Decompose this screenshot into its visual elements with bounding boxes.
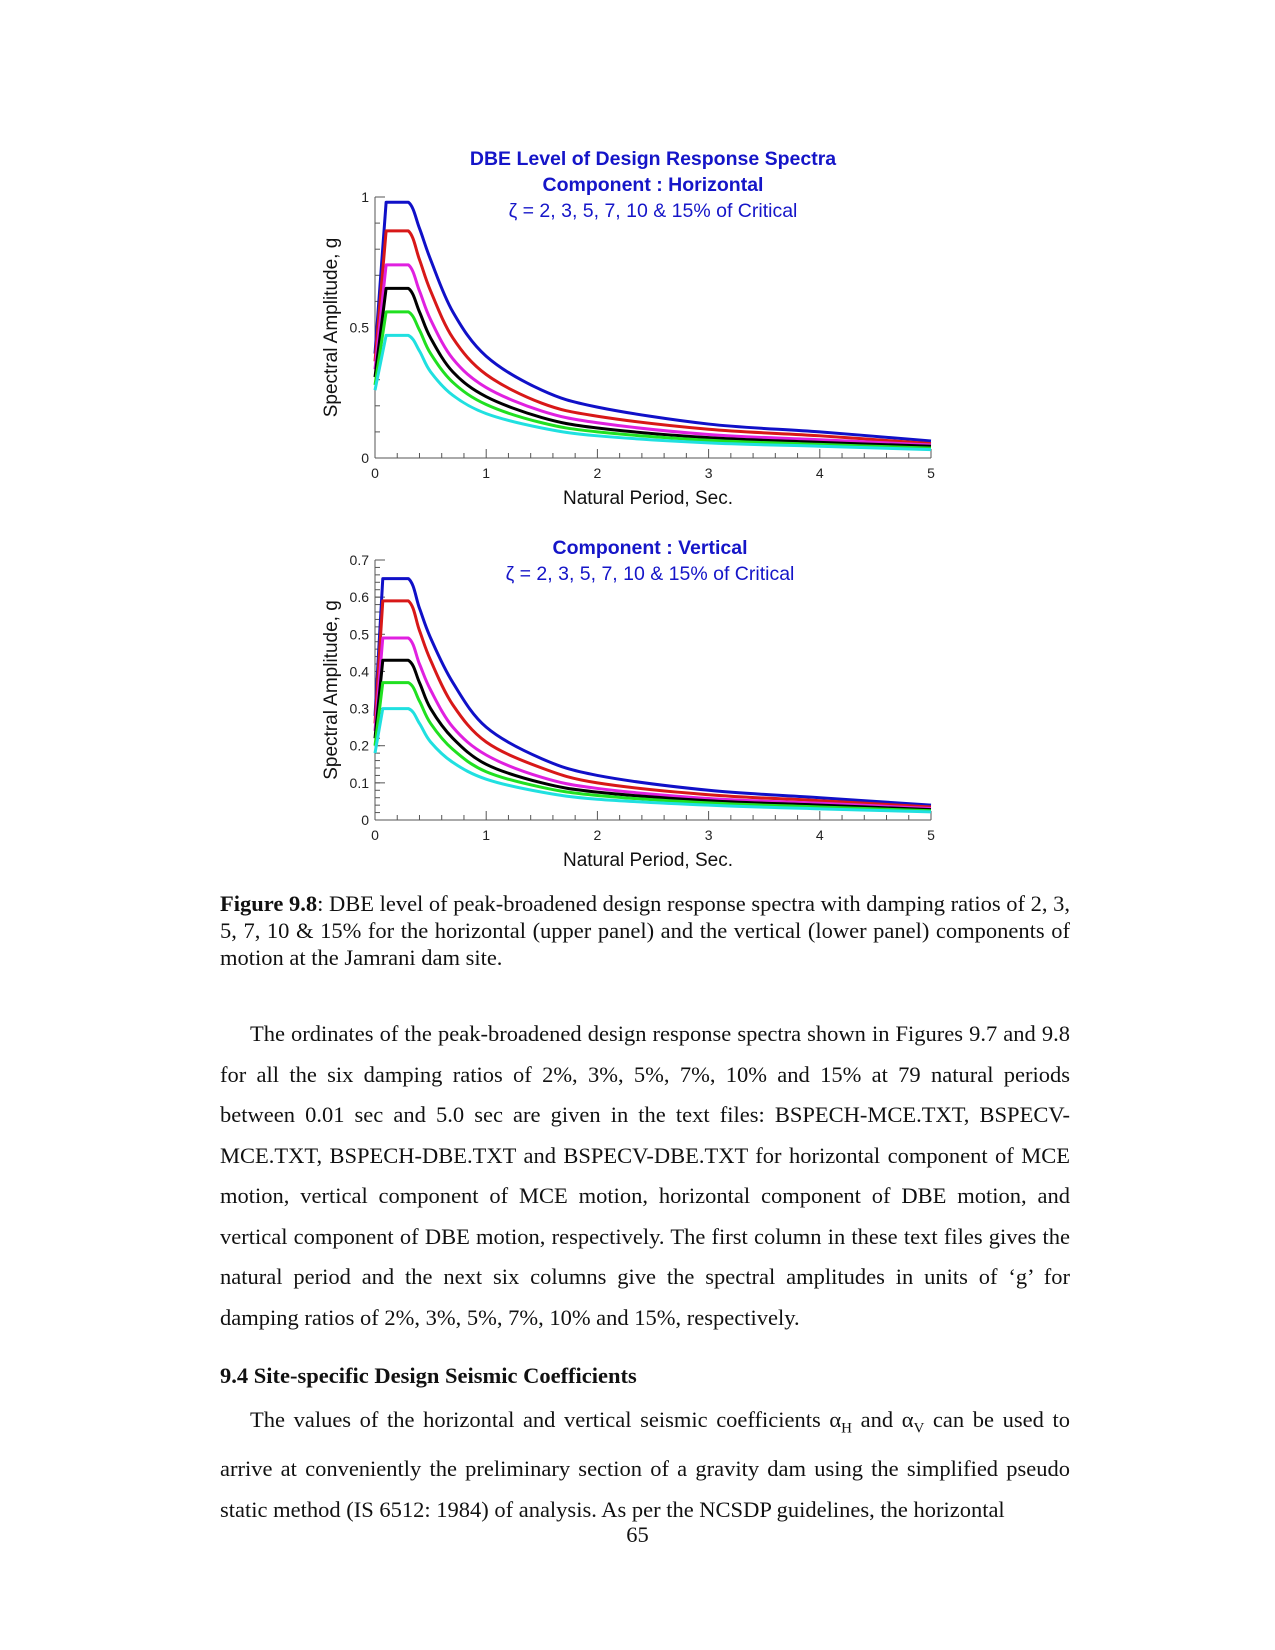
y-tick-label: 0.5: [349, 626, 369, 643]
spectrum-series-line: [375, 202, 931, 441]
y-tick-label: 0: [361, 450, 369, 466]
x-tick-label: 2: [593, 465, 602, 481]
y-tick-label: 0.4: [349, 663, 369, 680]
y-tick-label: 0.1: [349, 774, 369, 791]
chart-title-line: Component : Vertical: [552, 537, 748, 559]
spectrum-series-line: [375, 312, 931, 448]
x-tick-label: 3: [704, 827, 713, 843]
body-paragraph-seismic: The values of the horizontal and vertical seismic coefficients $\alpha_H$ and $\alpha_V$ can be used to arrive at conveniently the preliminary section of a gravity dam using the simplified pseudo static method (IS 6512: 1984) of analysis. As per the NCSDP guidelines, the horizontal: [220, 1407, 1070, 1522]
chart-title-line: ζ = 2, 3, 5, 7, 10 & 15% of Critical: [505, 563, 795, 585]
figure-caption: [220, 890, 1070, 971]
y-tick-label: 0: [361, 812, 369, 828]
y-tick-label: 1: [361, 189, 369, 205]
spectrum-series-line: [375, 601, 931, 807]
vertical-spectra-chart: [0, 510, 1275, 890]
figure-caption-text: : DBE level of peak-broadened design response spectra with damping ratios of 2, 3, 5, 7, 10 & 15% for the horizontal (upper panel) and the vertical (lower panel) components of motion at the Jamrani dam site.: [220, 891, 1070, 970]
x-tick-label: 1: [482, 465, 491, 481]
x-tick-label: 5: [927, 465, 935, 481]
x-tick-label: 1: [482, 827, 491, 843]
x-tick-label: 2: [593, 827, 602, 843]
y-tick-label: 0.3: [349, 700, 369, 717]
spectrum-series-line: [375, 231, 931, 444]
x-axis-label: Natural Period, Sec.: [562, 488, 734, 509]
spectrum-series-line: [375, 683, 931, 811]
x-tick-label: 4: [815, 827, 824, 843]
page-number: 65: [626, 1522, 649, 1547]
x-tick-label: 0: [371, 827, 379, 843]
chart-title-line: ζ = 2, 3, 5, 7, 10 & 15% of Critical: [508, 200, 798, 222]
y-tick-label: 0.2: [349, 737, 369, 754]
y-tick-label: 0.7: [349, 552, 369, 568]
y-axis-label: Spectral Amplitude, g: [321, 237, 342, 418]
y-axis-label: Spectral Amplitude, g: [321, 600, 342, 780]
chart-title-line: Component : Horizontal: [542, 174, 764, 196]
x-tick-label: 3: [704, 465, 713, 481]
body-paragraph: The ordinates of the peak-broadened design response spectra shown in Figures 9.7 and 9.8 for all the six damping ratios of 2%, 3%, 5%, 7%, 10% and 15% at 79 natural periods between 0.01 sec and 5.0 sec are given in the text files: BSPECH-MCE.TXT, BSPECV-MCE.TXT, BSPECH-DBE.TXT and BSPECV-DBE.TXT for horizontal component of MCE motion, vertical component of MCE motion, horizontal component of DBE motion, and vertical component of DBE motion, respectively. The first column in these text files gives the natural period and the next six columns give the spectral amplitudes in units of ‘g’ for damping ratios of 2%, 3%, 5%, 7%, 10% and 15%, respectively.: [220, 1021, 1070, 1330]
x-tick-label: 0: [371, 465, 379, 481]
figure-label: Figure 9.8: [220, 891, 318, 916]
y-tick-label: 0.5: [349, 319, 369, 336]
x-axis-label: Natural Period, Sec.: [562, 850, 734, 871]
horizontal-spectra-chart: [0, 0, 1275, 510]
chart-title-line: DBE Level of Design Response Spectra: [469, 148, 837, 170]
x-tick-label: 5: [927, 827, 935, 843]
section-heading: 9.4 Site-specific Design Seismic Coefficients: [220, 1363, 637, 1388]
y-tick-label: 0.6: [349, 589, 369, 606]
spectrum-series-line: [375, 579, 931, 806]
x-tick-label: 4: [815, 465, 824, 481]
